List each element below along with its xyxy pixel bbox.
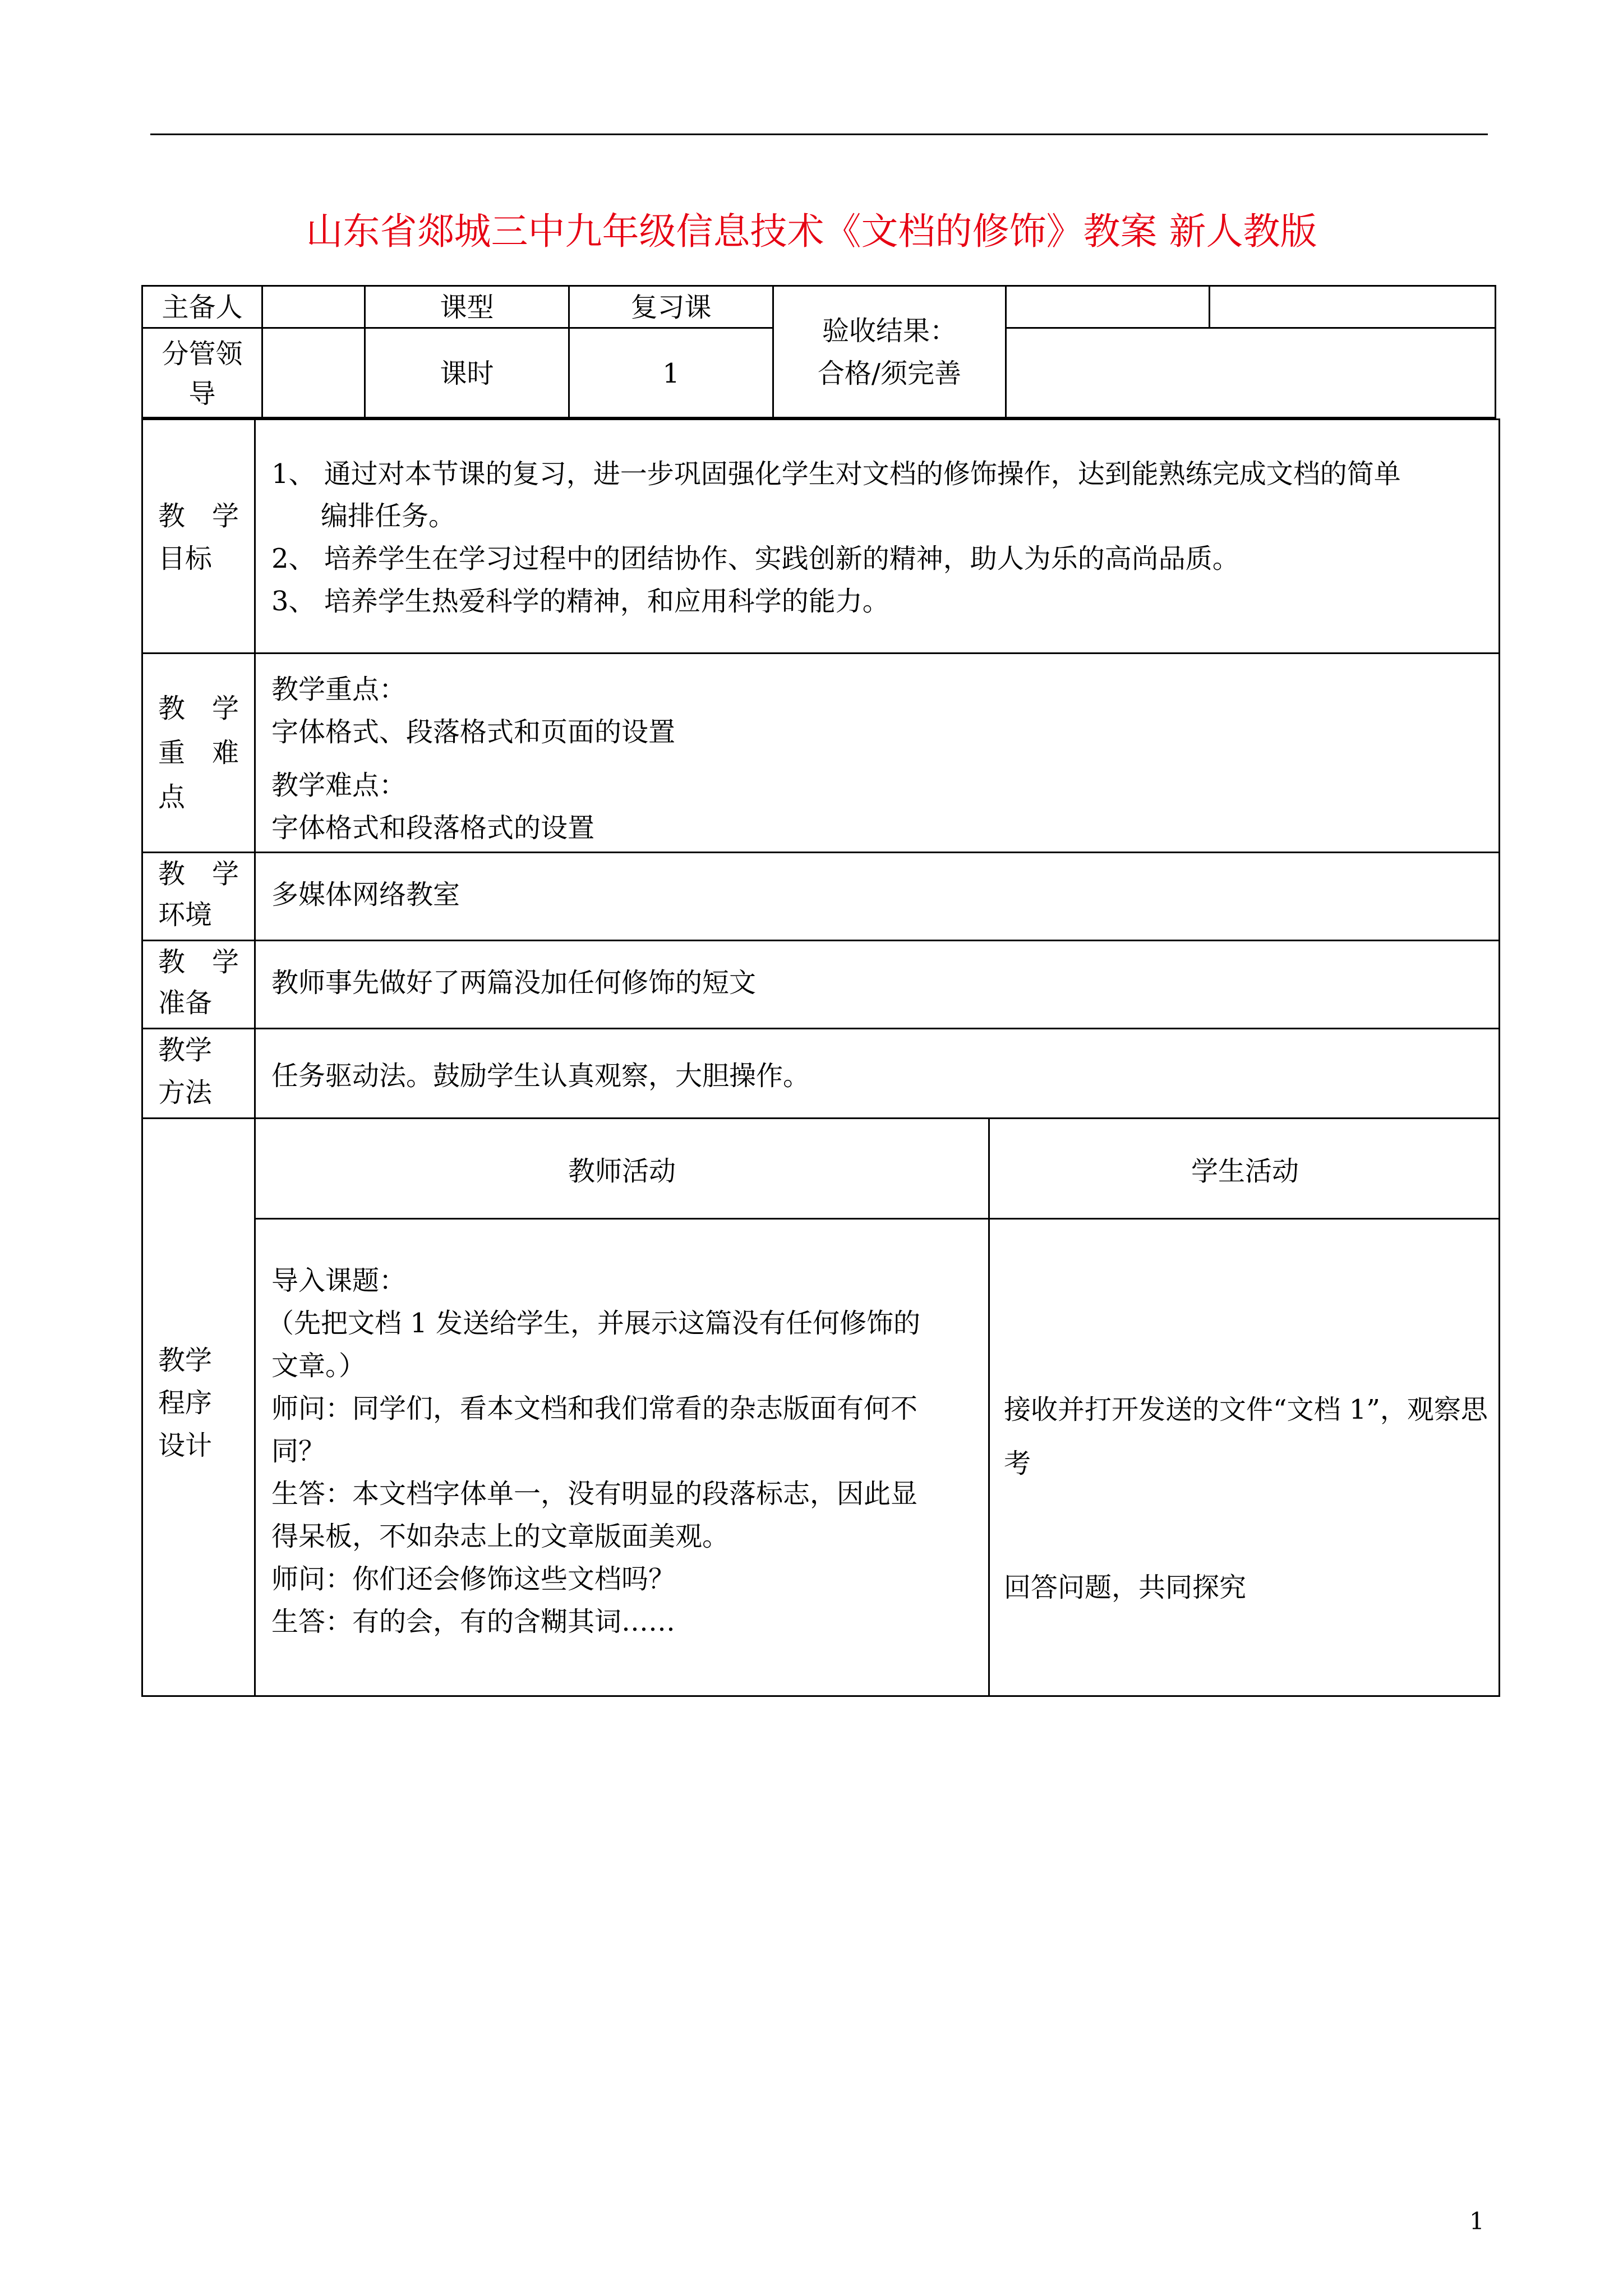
- method-text: 任务驱动法。鼓励学生认真观察，大胆操作。: [271, 1060, 810, 1092]
- teacher-line: 得呆板，不如杂志上的文章版面美观。: [271, 1521, 730, 1552]
- leader-label: 分管领: [162, 338, 243, 370]
- page-number: 1: [1469, 2207, 1484, 2235]
- focus-text: 字体格式、段落格式和页面的设置: [271, 716, 676, 748]
- header-row-divider-left: [141, 327, 772, 329]
- difficulty-text: 字体格式和段落格式的设置: [271, 812, 595, 844]
- course-type-value: 复习课: [630, 292, 712, 323]
- objective-item-3: 3、 培养学生热爱科学的精神，和应用科学的能力。: [271, 586, 889, 617]
- period-value: 1: [662, 358, 680, 389]
- header-table: [141, 285, 1496, 418]
- method-label: 方法: [158, 1077, 213, 1108]
- row-divider: [141, 940, 1500, 941]
- difficulty-title: 教学难点：: [271, 770, 407, 801]
- student-activity-text: 接收并打开发送的文件“文档 1”，观察思考: [1004, 1394, 1488, 1479]
- objective-item-1: 1、 通过对本节课的复习，进一步巩固强化学生对文档的修饰操作，达到能熟练完成文档的简单: [271, 458, 1401, 490]
- header-rule: [150, 134, 1488, 135]
- objectives-label: 教 学: [158, 500, 239, 532]
- period-label: 课时: [440, 358, 494, 389]
- activity-column-divider: [988, 1117, 990, 1697]
- objectives-label: 目标: [158, 543, 213, 574]
- objective-item-2: 2、 培养学生在学习过程中的团结协作、实践创新的精神，助人为乐的高尚品质。: [271, 543, 1239, 574]
- teacher-line: 导入课题：: [271, 1265, 407, 1296]
- header-col-divider: [1209, 285, 1210, 327]
- key-points-label: 教 学: [158, 693, 239, 724]
- header-col-divider: [1005, 285, 1007, 418]
- key-points-label: 点: [158, 781, 186, 813]
- key-points-label: 重 难: [158, 737, 239, 769]
- design-label: 程序: [158, 1387, 213, 1419]
- preparation-label: 准备: [158, 987, 213, 1019]
- row-divider: [141, 852, 1500, 853]
- environment-label: 教 学: [158, 858, 239, 890]
- row-divider: [141, 652, 1500, 654]
- student-activity-text: 回答问题，共同探究: [1004, 1572, 1247, 1603]
- label-column-divider: [254, 418, 256, 1697]
- student-activity-header: 学生活动: [1191, 1156, 1299, 1187]
- teacher-line: 生答：本文档字体单一，没有明显的段落标志，因此显: [271, 1478, 918, 1510]
- row-divider: [141, 1028, 1500, 1029]
- row-divider: [141, 1117, 1500, 1119]
- teacher-line: 师问：同学们，看本文档和我们常看的杂志版面有何不: [271, 1393, 918, 1424]
- document-title: 山东省郯城三中九年级信息技术《文档的修饰》教案 新人教版: [306, 210, 1317, 253]
- teacher-line: 师问：你们还会修饰这些文档吗？: [271, 1563, 676, 1595]
- preparation-label: 教 学: [158, 946, 239, 978]
- design-label: 设计: [158, 1430, 213, 1461]
- teacher-line: 生答：有的会，有的含糊其词……: [271, 1606, 676, 1637]
- preparer-label: 主备人: [162, 292, 243, 323]
- focus-title: 教学重点：: [271, 674, 407, 705]
- teacher-line: 文章。）: [271, 1350, 366, 1382]
- header-col-divider: [261, 285, 263, 418]
- teacher-line: 同？: [271, 1435, 326, 1467]
- teacher-line: （先把文档 1 发送给学生，并展示这篇没有任何修饰的: [267, 1308, 921, 1339]
- header-row-divider-right: [1005, 327, 1496, 329]
- header-col-divider: [772, 285, 774, 418]
- environment-text: 多媒体网络教室: [271, 879, 460, 910]
- leader-label: 导: [188, 378, 216, 409]
- preparation-text: 教师事先做好了两篇没加任何修饰的短文: [271, 967, 757, 999]
- environment-label: 环境: [158, 899, 213, 931]
- acceptance-label: 验收结果：: [822, 315, 957, 347]
- method-label: 教学: [158, 1034, 213, 1066]
- design-label: 教学: [158, 1345, 213, 1376]
- acceptance-value: 合格/须完善: [817, 358, 962, 389]
- teacher-activity-header: 教师活动: [568, 1156, 676, 1187]
- activity-header-divider: [254, 1218, 1500, 1220]
- objective-item-1-cont: 编排任务。: [321, 500, 456, 532]
- course-type-label: 课型: [440, 292, 494, 323]
